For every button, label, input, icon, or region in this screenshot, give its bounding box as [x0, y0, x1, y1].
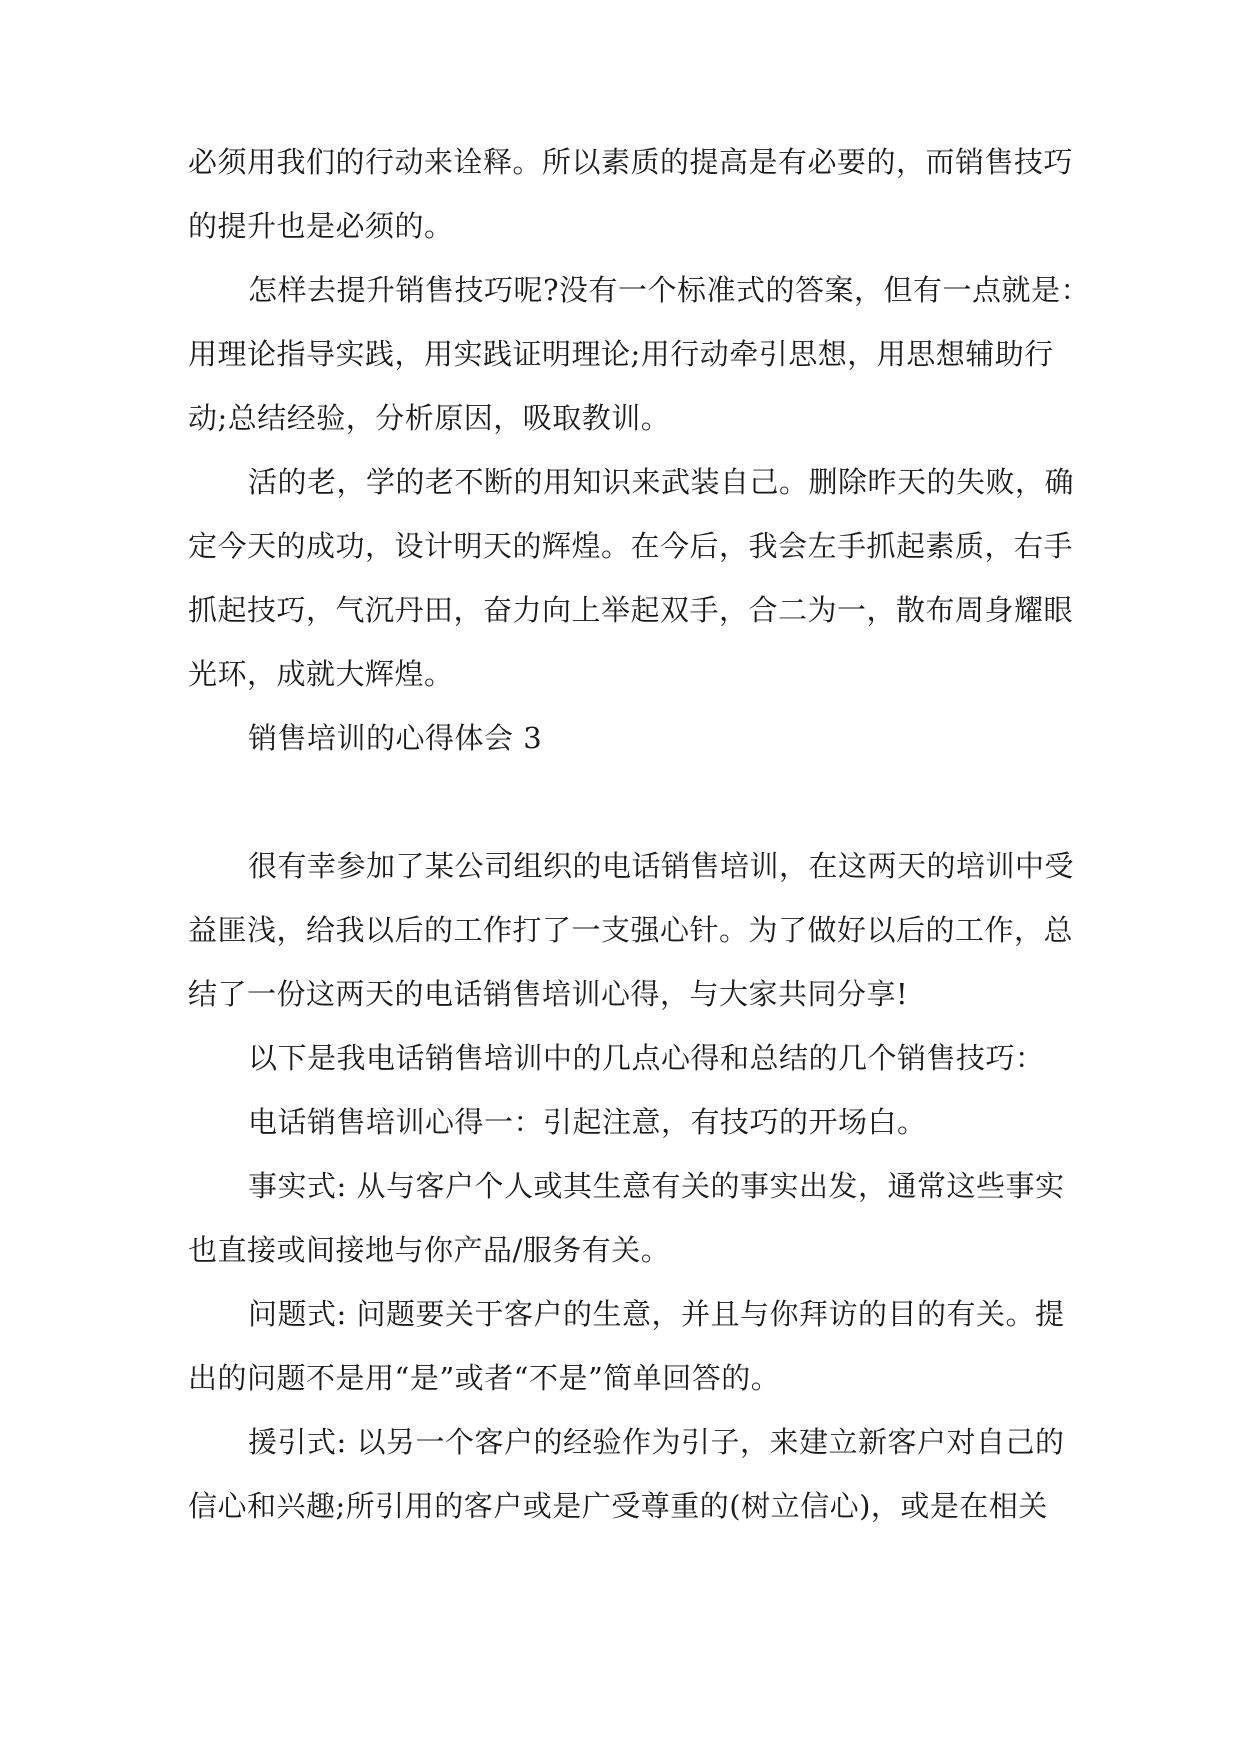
text-line: 益匪浅，给我以后的工作打了一支强心针。为了做好以后的工作，总: [188, 913, 1074, 947]
text-line: 结了一份这两天的电话销售培训心得，与大家共同分享!: [188, 977, 909, 1011]
paragraph-start: 很有幸参加了某公司组织的电话销售培训，在这两天的培训中受: [248, 849, 1075, 883]
paragraph-start: 援引式: 以另一个客户的经验作为引子，来建立新客户对自己的: [248, 1425, 1065, 1459]
paragraph-start: 以下是我电话销售培训中的几点心得和总结的几个销售技巧：: [248, 1041, 1045, 1075]
paragraph-start: 事实式: 从与客户个人或其生意有关的事实出发，通常这些事实: [248, 1169, 1065, 1203]
section-heading: 销售培训的心得体会 3: [248, 721, 543, 755]
text-line: 也直接或间接地与你产品/服务有关。: [188, 1233, 671, 1267]
text-line: 用理论指导实践，用实践证明理论;用行动牵引思想，用思想辅助行: [188, 337, 1054, 371]
paragraph-start: 怎样去提升销售技巧呢?没有一个标准式的答案，但有一点就是：: [248, 273, 1091, 307]
text-line: 的提升也是必须的。: [188, 209, 454, 243]
text-line: 抓起技巧，气沉丹田，奋力向上举起双手，合二为一，散布周身耀眼: [188, 593, 1074, 627]
text-line: 动;总结经验，分析原因，吸取教训。: [188, 401, 671, 435]
text-line: 信心和兴趣;所引用的客户或是广受尊重的(树立信心)，或是在相关: [188, 1489, 1048, 1523]
text-line: 出的问题不是用“是”或者“不是”简单回答的。: [188, 1361, 781, 1395]
text-line: 必须用我们的行动来诠释。所以素质的提高是有必要的，而销售技巧: [188, 145, 1074, 179]
text-line: 光环，成就大辉煌。: [188, 657, 454, 691]
paragraph-start: 活的老，学的老不断的用知识来武装自己。删除昨天的失败，确: [248, 465, 1075, 499]
text-line: 定今天的成功，设计明天的辉煌。在今后，我会左手抓起素质，右手: [188, 529, 1074, 563]
paragraph-start: 问题式: 问题要关于客户的生意，并且与你拜访的目的有关。提: [248, 1297, 1065, 1331]
paragraph-start: 电话销售培训心得一：引起注意，有技巧的开场白。: [248, 1105, 927, 1139]
